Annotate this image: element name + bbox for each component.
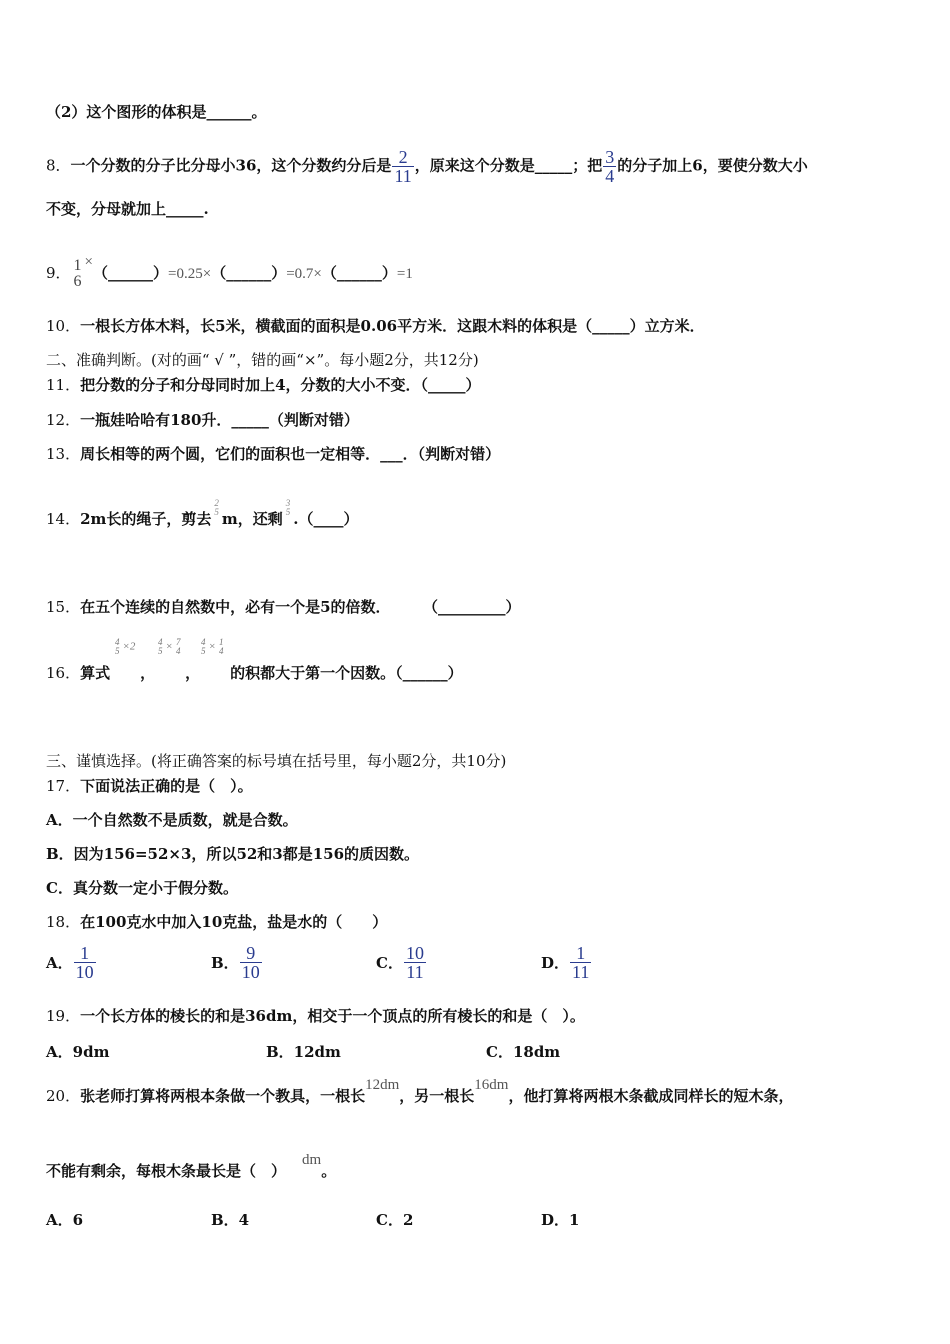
expression-4-5-times-7-4: 4 5 × 7 4 [158,637,181,656]
q17-option-b: B．因为156=52×3，所以52和3都是156的质因数。 [46,845,420,863]
expression-4-5-times-1-4: 4 5 × 1 4 [201,637,224,656]
question-number: 9． [46,264,71,282]
q18-option-d: D． $\frac{1}{11}$ [541,943,590,982]
question-18: 18．在100克水中加入10克盐，盐是水的（ ） [46,913,388,931]
q19-option-c: C．18dm [486,1043,561,1061]
question-8: 8．一个分数的分子比分母小36，这个分数约分后是 $\frac{2}{11}$ ，原来这个分数是_____；把 $\frac{3}{4}$ 的分子加上6，要使分数大小 [46,147,808,186]
section-2-heading: 二、准确判断。(对的画“ √ ”，错的画“×”。每小题2分，共12分) [46,351,479,369]
q20-option-a: A．6 [46,1211,84,1229]
question-13: 13．周长相等的两个圆，它们的面积也一定相等．___．（判断对错） [46,445,501,463]
question-14: 14．2m长的绳子，剪去 2 5 m，还剩 3 5 .（____） [46,498,359,528]
question-12: 12．一瓶娃哈哈有180升．_____（判断对错） [46,411,359,429]
fraction-3-5: 3 5 [285,498,291,517]
question-20: 20．张老师打算将两根本条做一个教具，一根长12dm，另一根长16dm，他打算将两根木条截成同样长的短木条， [46,1077,794,1105]
q17-option-c: C．真分数一定小于假分数。 [46,879,238,897]
q18-option-b: B． $\frac{9}{10}$ [211,943,260,982]
expression-4-5-times-2: 4 5 ×2 [115,637,136,656]
question-15: 15．在五个连续的自然数中，必有一个是5的倍数． （_________） [46,598,521,616]
question-9: 9． 1 6 ×（______）=0.25×（______）=0.7×（______）=1 [46,254,413,290]
q19-option-a: A．9dm [46,1043,110,1061]
fraction-3-4: $\frac{3}{4}$ [605,147,615,186]
q7-part2: （2）这个图形的体积是______。 [46,103,267,121]
question-number: 8． [46,156,71,175]
q18-option-c: C． $\frac{10}{11}$ [376,943,424,982]
q20-option-d: D．1 [541,1211,580,1229]
q20-option-b: B．4 [211,1211,250,1229]
q17-option-a: A．一个自然数不是质数，就是合数。 [46,811,298,829]
question-19: 19．一个长方体的棱长的和是36dm，相交于一个顶点的所有棱长的和是（ ）。 [46,1007,585,1025]
question-10: 10．一根长方体木料，长5米，横截面的面积是0.06平方米．这跟木料的体积是（_____）立方米． [46,317,705,335]
question-8-line2: 不变，分母就加上_____. [46,200,209,218]
q20-option-c: C．2 [376,1211,414,1229]
section-3-heading: 三、谨慎选择。(将正确答案的标号填在括号里，每小题2分，共10分) [46,752,507,770]
fraction-2-11: $\frac{2}{11}$ [394,147,412,186]
question-11: 11．把分数的分子和分母同时加上4，分数的大小不变．（_____） [46,376,481,394]
fraction-2-5: 2 5 [214,498,219,517]
question-17: 17．下面说法正确的是（ ）。 [46,777,253,795]
q18-option-a: A． $\frac{1}{10}$ [46,943,94,982]
q19-option-b: B．12dm [266,1043,341,1061]
question-20-line2: 不能有剩余，每根木条最长是（ ）dm。 [46,1152,337,1180]
fraction-1-6: 1 6 [73,257,82,290]
question-16: 16．算式 ， ， 的积都大于第一个因数。（______） [46,664,463,682]
